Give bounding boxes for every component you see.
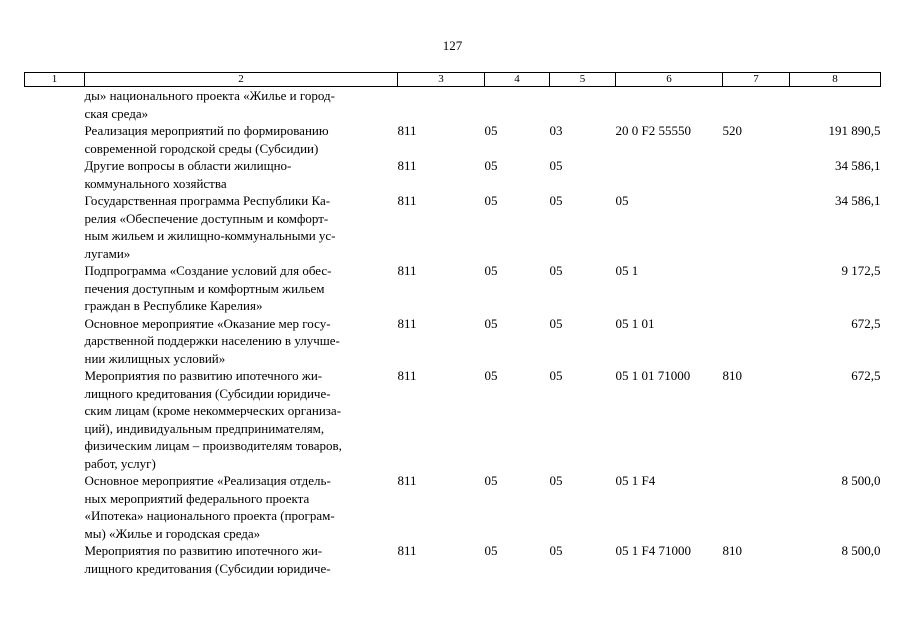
item-name-line: лугами» xyxy=(84,245,131,261)
table-row xyxy=(25,367,881,472)
table-row xyxy=(25,315,881,368)
expense-type-cell xyxy=(723,192,790,262)
section-code-cell: 05 xyxy=(484,473,498,488)
ministry-code-cell: 811 xyxy=(397,473,417,488)
item-name-line: работ, услуг) xyxy=(84,455,156,471)
subsection-code-cell: 05 xyxy=(549,193,563,208)
budget-table xyxy=(24,72,881,577)
subsection-code-cell xyxy=(550,87,616,123)
table-row xyxy=(25,542,881,577)
item-name-cell xyxy=(85,122,398,157)
table-row xyxy=(25,192,881,262)
item-name-line: ды» национального проекта «Жилье и город- xyxy=(84,88,335,103)
amount-cell: 34 586,1 xyxy=(835,158,881,173)
column-header-2: 2 xyxy=(85,73,398,87)
amount-cell: 8 500,0 xyxy=(841,543,881,558)
item-name-line: «Ипотека» национального проекта (програм- xyxy=(84,508,335,523)
item-name-line: ных мероприятий федерального проекта xyxy=(84,490,310,506)
amount-cell: 191 890,5 xyxy=(828,123,881,138)
item-name-cell xyxy=(85,157,398,192)
column-header-8: 8 xyxy=(790,73,881,87)
item-name-cell xyxy=(85,87,398,123)
row-number-cell xyxy=(25,367,85,472)
ministry-code-cell xyxy=(398,87,485,123)
target-article-cell: 05 1 01 71000 xyxy=(615,368,691,383)
section-code-cell: 05 xyxy=(484,315,498,331)
expense-type-cell xyxy=(723,87,790,123)
expense-type-cell xyxy=(723,472,790,542)
expense-type-cell xyxy=(723,262,790,315)
item-name-line: Основное мероприятие «Оказание мер госу- xyxy=(84,315,331,331)
item-name-line: Основное мероприятие «Реализация отдель- xyxy=(84,473,331,488)
amount-cell: 672,5 xyxy=(851,368,881,383)
item-name-line: Государственная программа Республики Ка- xyxy=(84,193,331,208)
expense-type-cell: 520 xyxy=(722,123,742,138)
subsection-code-cell: 05 xyxy=(549,315,563,331)
ministry-code-cell: 811 xyxy=(397,543,417,558)
subsection-code-cell: 05 xyxy=(549,158,563,173)
column-header-4: 4 xyxy=(485,73,550,87)
section-code-cell: 05 xyxy=(484,193,498,208)
target-article-cell: 05 1 F4 71000 xyxy=(615,543,691,558)
row-number-cell xyxy=(25,542,85,577)
item-name-line: ская среда» xyxy=(84,105,149,121)
target-article-cell: 05 1 F4 xyxy=(615,473,656,488)
row-number-cell xyxy=(25,472,85,542)
item-name-line: коммунального хозяйства xyxy=(84,175,227,191)
section-code-cell: 05 xyxy=(484,368,498,383)
row-number-cell xyxy=(25,87,85,123)
item-name-cell xyxy=(85,262,398,315)
expense-type-cell: 810 xyxy=(722,368,742,383)
target-article-cell: 05 1 01 xyxy=(615,315,655,331)
item-name-line: Мероприятия по развитию ипотечного жи- xyxy=(84,368,323,383)
page-number: 127 xyxy=(442,38,463,53)
item-name-line: релия «Обеспечение доступным и комфорт- xyxy=(84,210,329,226)
item-name-line: ным жильем и жилищно-коммунальными ус- xyxy=(84,228,336,243)
item-name-line: Другие вопросы в области жилищно- xyxy=(84,158,292,173)
target-article-cell xyxy=(616,87,723,123)
item-name-cell xyxy=(85,542,398,577)
item-name-line: современной городской среды (Субсидии) xyxy=(84,140,319,156)
ministry-code-cell: 811 xyxy=(397,263,417,278)
expense-type-cell: 810 xyxy=(722,543,742,558)
item-name-line: мы) «Жилье и городская среда» xyxy=(84,525,261,541)
row-number-cell xyxy=(25,192,85,262)
subsection-code-cell: 03 xyxy=(549,123,563,138)
item-name-line: ций), индивидуальным предпринимателям, xyxy=(84,420,325,436)
subsection-code-cell: 05 xyxy=(549,473,563,488)
table-body xyxy=(25,87,881,578)
section-code-cell: 05 xyxy=(484,263,498,278)
column-header-5: 5 xyxy=(550,73,616,87)
table-row xyxy=(25,87,881,123)
amount-cell: 9 172,5 xyxy=(841,263,881,278)
target-article-cell: 20 0 F2 55550 xyxy=(615,123,691,138)
section-code-cell xyxy=(485,87,550,123)
item-name-cell xyxy=(85,367,398,472)
item-name-cell xyxy=(85,472,398,542)
amount-cell xyxy=(790,87,881,123)
amount-cell: 34 586,1 xyxy=(835,193,881,208)
item-name-line: нии жилищных условий» xyxy=(84,350,226,366)
target-article-cell: 05 1 xyxy=(615,263,639,278)
row-number-cell xyxy=(25,157,85,192)
ministry-code-cell: 811 xyxy=(397,315,417,331)
item-name-line: лищного кредитования (Субсидии юридиче- xyxy=(84,385,331,401)
subsection-code-cell: 05 xyxy=(549,368,563,383)
section-code-cell: 05 xyxy=(484,123,498,138)
expense-type-cell xyxy=(723,157,790,192)
target-article-cell xyxy=(616,157,723,192)
column-number-header-row xyxy=(25,73,881,87)
ministry-code-cell: 811 xyxy=(397,368,417,383)
column-header-3: 3 xyxy=(398,73,485,87)
item-name-line: граждан в Республике Карелия» xyxy=(84,298,263,313)
item-name-line: Подпрограмма «Создание условий для обес- xyxy=(84,263,332,278)
ministry-code-cell: 811 xyxy=(397,158,417,173)
item-name-line: дарственной поддержки населению в улучше- xyxy=(84,333,340,348)
row-number-cell xyxy=(25,262,85,315)
item-name-cell xyxy=(85,192,398,262)
table-row xyxy=(25,157,881,192)
subsection-code-cell: 05 xyxy=(549,263,563,278)
table-row xyxy=(25,262,881,315)
item-name-cell xyxy=(85,315,398,368)
item-name-line: лищного кредитования (Субсидии юридиче- xyxy=(84,560,331,576)
column-header-1: 1 xyxy=(25,73,85,87)
item-name-line: физическим лицам – производителям товаров, xyxy=(84,438,342,453)
expense-type-cell xyxy=(723,315,790,368)
subsection-code-cell: 05 xyxy=(549,543,563,558)
table-row xyxy=(25,472,881,542)
table-row xyxy=(25,122,881,157)
item-name-line: Реализация мероприятий по формированию xyxy=(84,123,329,138)
item-name-line: печения доступным и комфортным жильем xyxy=(84,280,325,296)
ministry-code-cell: 811 xyxy=(397,123,417,138)
section-code-cell: 05 xyxy=(484,543,498,558)
amount-cell: 8 500,0 xyxy=(841,473,881,488)
column-header-7: 7 xyxy=(723,73,790,87)
row-number-cell xyxy=(25,122,85,157)
target-article-cell: 05 xyxy=(615,193,629,208)
ministry-code-cell: 811 xyxy=(397,193,417,208)
section-code-cell: 05 xyxy=(484,158,498,173)
amount-cell: 672,5 xyxy=(851,315,881,331)
item-name-line: Мероприятия по развитию ипотечного жи- xyxy=(84,543,323,558)
column-header-6: 6 xyxy=(616,73,723,87)
item-name-line: ским лицам (кроме некоммерческих организа- xyxy=(84,403,342,418)
row-number-cell xyxy=(25,315,85,368)
